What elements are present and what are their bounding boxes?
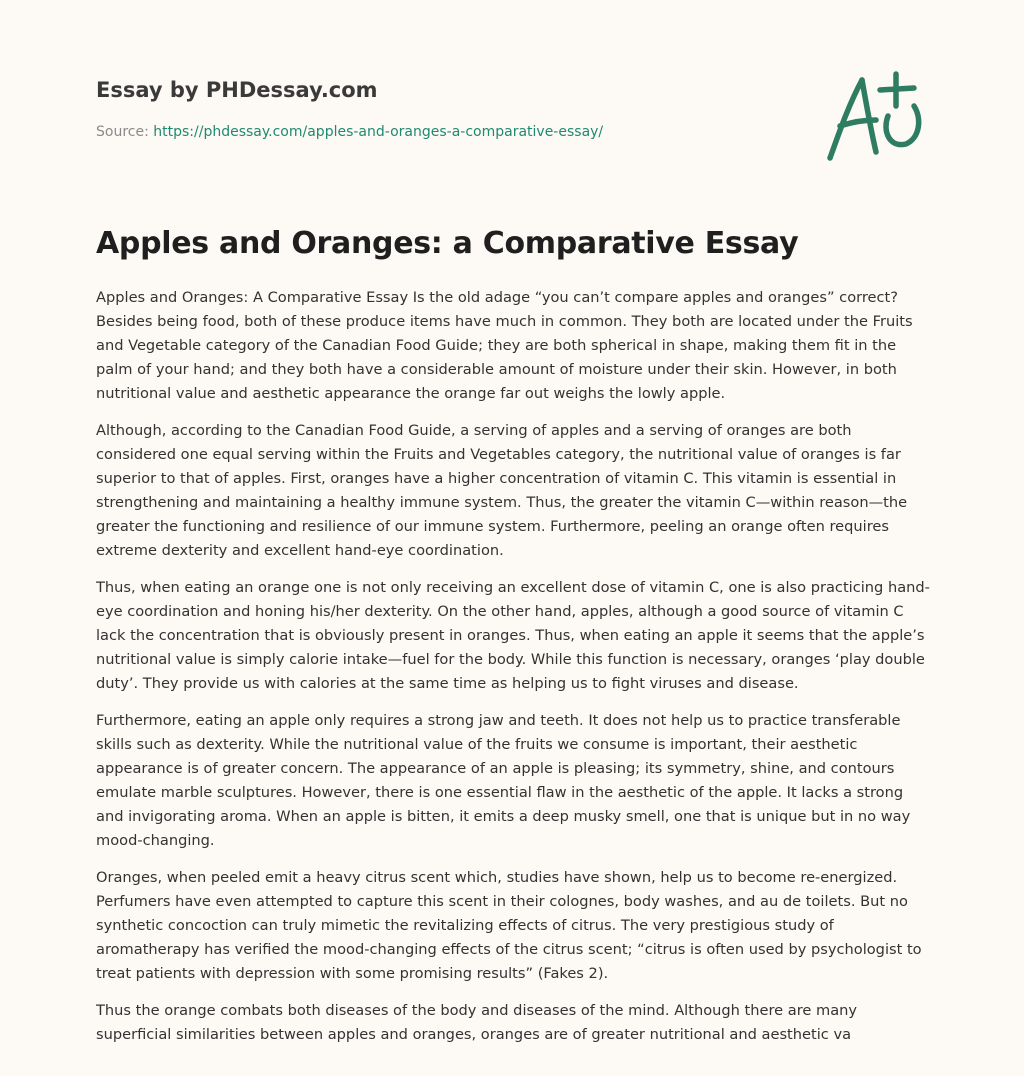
- essay-paragraph: Oranges, when peeled emit a heavy citrus scent which, studies have shown, help us to become re-energized. Perfumers have even attempted to capture this scent in their colognes, body washes, and au de toilets. But no synthetic concoction can truly mimetic the revitalizing effects of citrus. The very prestigious study of aromatherapy has verified the mood-changing effects of the citrus scent; “citrus is often used by psychologist to treat patients with depression with some promising results” (Fakes 2).: [96, 869, 922, 982]
- essay-paragraph: Although, according to the Canadian Food Guide, a serving of apples and a serving of oranges are both considered one equal serving within the Fruits and Vegetables category, the nutritional value of oranges is far superior to that of apples. First, oranges have a higher concentration of vitamin C. This vitamin is essential in strengthening and maintaining a healthy immune system. Thus, the greater the vitamin C—within reason—the greater the functioning and resilience of our immune system. Furthermore, peeling an orange often requires extreme dexterity and excellent hand-eye coordination.: [96, 422, 908, 559]
- source-link[interactable]: https://phdessay.com/apples-and-oranges-a-comparative-essay/: [153, 124, 604, 140]
- source-label: Source:: [96, 124, 149, 140]
- source-line: [96, 122, 796, 142]
- a-plus-grade-icon: [818, 66, 930, 166]
- essay-paragraph: Apples and Oranges: A Comparative Essay Is the old adage “you can’t compare apples and oranges” correct? Besides being food, both of these produce items have much in common. They both are located under the Fruits and Vegetable category of the Canadian Food Guide; they are both spherical in shape, making them fit in the palm of your hand; and they both have a considerable amount of moisture under their skin. However, in both nutritional value and aesthetic appearance the orange far out weighs the lowly apple.: [96, 289, 913, 402]
- essay-title: Apples and Oranges: a Comparative Essay: [96, 226, 799, 261]
- essay-paragraph: Thus, when eating an orange one is not only receiving an excellent dose of vitamin C, one is also practicing hand-eye coordination and honing his/her dexterity. On the other hand, apples, although a good source of vitamin C lack the concentration that is obviously present in oranges. Thus, when eating an apple it seems that the apple’s nutritional value is simply calorie intake—fuel for the body. While this function is necessary, oranges ‘play double duty’. They provide us with calories at the same time as helping us to fight viruses and disease.: [96, 579, 930, 692]
- essay-paragraph: Furthermore, eating an apple only requires a strong jaw and teeth. It does not help us to practice transferable skills such as dexterity. While the nutritional value of the fruits we consume is important, their aesthetic appearance is of greater concern. The appearance of an apple is pleasing; its symmetry, shine, and contours emulate marble sculptures. However, there is one essential flaw in the aesthetic of the apple. It lacks a strong and invigorating aroma. When an apple is bitten, it emits a deep musky smell, one that is unique but in no way mood-changing.: [96, 712, 911, 849]
- essay-body: [96, 286, 932, 1060]
- essay-paragraph: Thus the orange combats both diseases of the body and diseases of the mind. Although there are many superficial similarities between apples and oranges, oranges are of greater nutritional and aesthetic va: [96, 1002, 858, 1043]
- site-brand: Essay by PHDessay.com: [96, 78, 378, 102]
- page-header: [96, 76, 796, 142]
